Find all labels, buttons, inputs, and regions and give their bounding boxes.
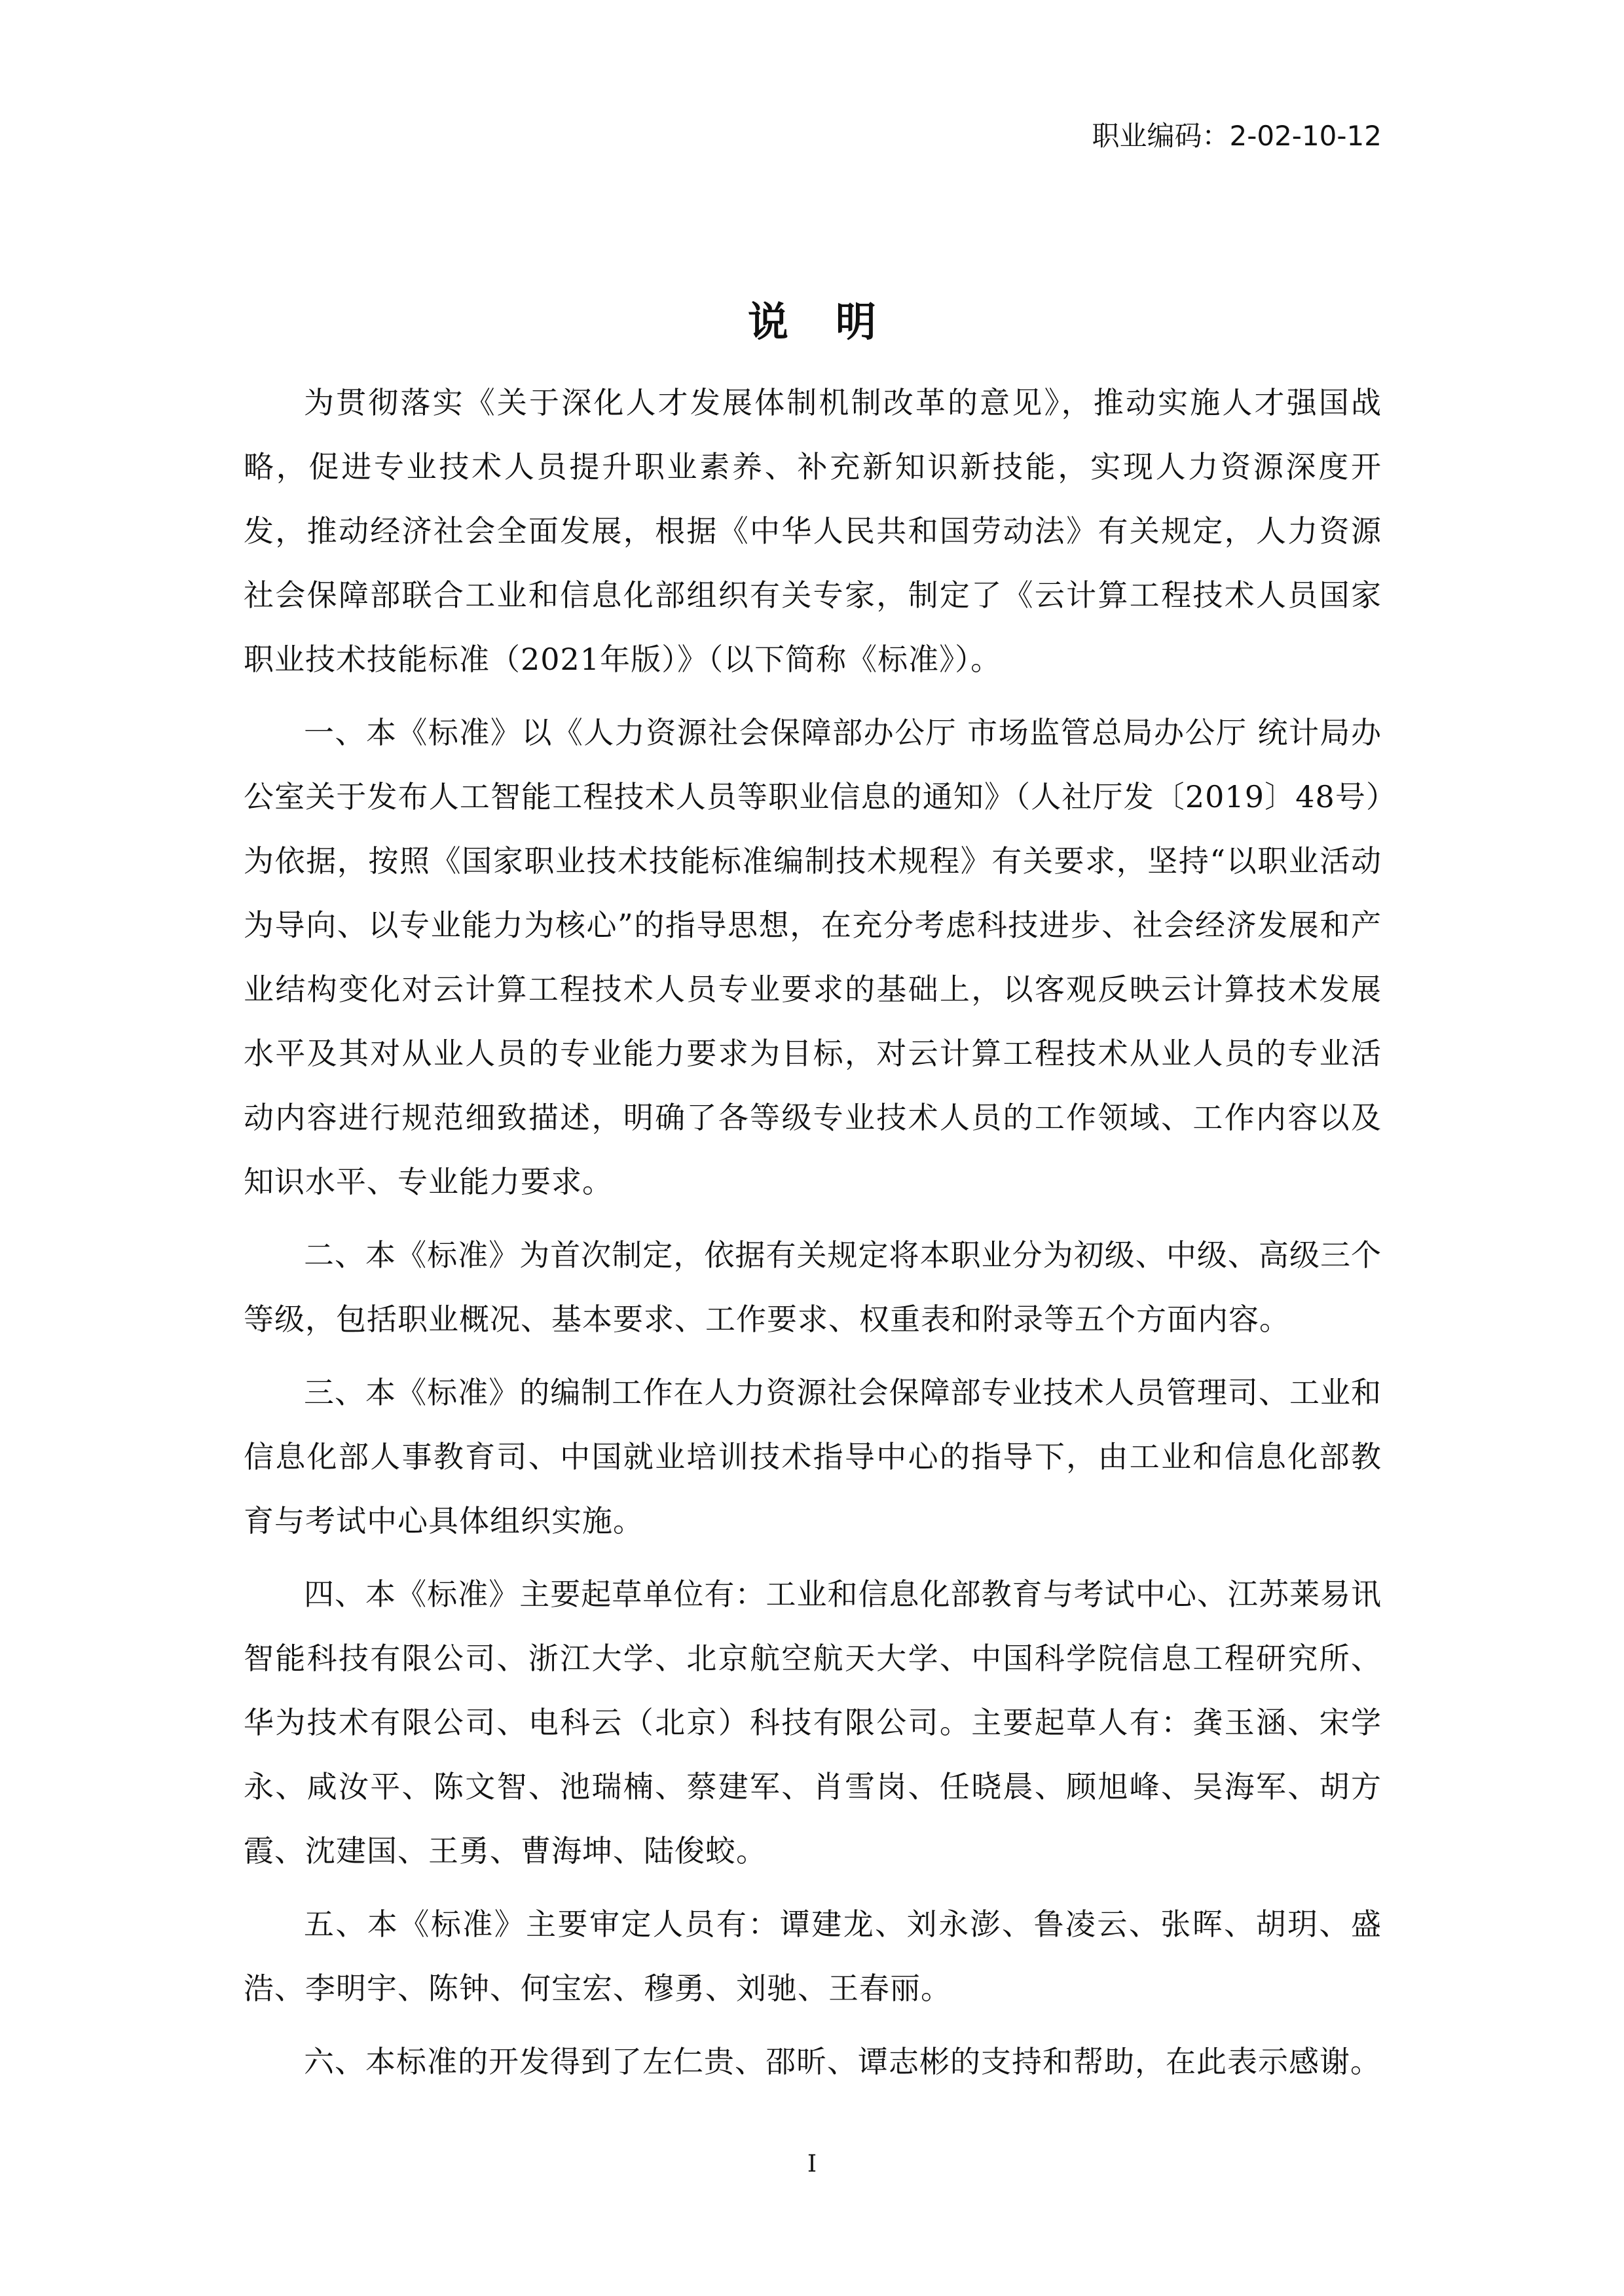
paragraph-item-4: 四、本《标准》主要起草单位有：工业和信息化部教育与考试中心、江苏莱易讯智能科技有限公司、浙江大学、北京航空航天大学、中国科学院信息工程研究所、华为技术有限公司、电科云（北京）科技有限公司。主要起草人有：龚玉涵、宋学永、咸汝平、陈文智、池瑞楠、蔡建军、肖雪岗、任晓晨、顾旭峰、吴海军、胡方霞、沈建国、王勇、曹海坤、陆俊蛟。 xyxy=(244,1576,1382,1868)
occupation-code: 职业编码：2-02-10-12 xyxy=(1092,120,1382,152)
document-body xyxy=(244,371,1382,2094)
intro-paragraph: 为贯彻落实《关于深化人才发展体制机制改革的意见》，推动实施人才强国战略，促进专业技术人员提升职业素养、补充新知识新技能，实现人力资源深度开发，推动经济社会全面发展，根据《中华人民共和国劳动法》有关规定，人力资源社会保障部联合工业和信息化部组织有关专家，制定了《云计算工程技术人员国家职业技术技能标准（2021年版）》（以下简称《标准》）。 xyxy=(244,385,1382,677)
page-title: 说明 xyxy=(747,298,923,346)
paragraph-item-5: 五、本《标准》主要审定人员有：谭建龙、刘永澎、鲁凌云、张晖、胡玥、盛浩、李明宇、陈钟、何宝宏、穆勇、刘驰、王春丽。 xyxy=(244,1906,1382,2006)
paragraph-item-2: 二、本《标准》为首次制定，依据有关规定将本职业分为初级、中级、高级三个等级，包括职业概况、基本要求、工作要求、权重表和附录等五个方面内容。 xyxy=(244,1237,1382,1337)
paragraph-item-1: 一、本《标准》以《人力资源社会保障部办公厅 市场监管总局办公厅 统计局办公室关于发布人工智能工程技术人员等职业信息的通知》（人社厅发〔2019〕48号）为依据，按照《国家职业技术技能标准编制技术规程》有关要求，坚持“以职业活动为导向、以专业能力为核心”的指导思想，在充分考虑科技进步、社会经济发展和产业结构变化对云计算工程技术人员专业要求的基础上，以客观反映云计算技术发展水平及其对从业人员的专业能力要求为目标，对云计算工程技术从业人员的专业活动内容进行规范细致描述，明确了各等级专业技术人员的工作领域、工作内容以及知识水平、专业能力要求。 xyxy=(244,715,1382,1199)
paragraph-item-6: 六、本标准的开发得到了左仁贵、邵昕、谭志彬的支持和帮助，在此表示感谢。 xyxy=(304,2044,1381,2079)
paragraph-item-3: 三、本《标准》的编制工作在人力资源社会保障部专业技术人员管理司、工业和信息化部人事教育司、中国就业培训技术指导中心的指导下，由工业和信息化部教育与考试中心具体组织实施。 xyxy=(244,1375,1382,1539)
page-number: I xyxy=(807,2151,817,2178)
